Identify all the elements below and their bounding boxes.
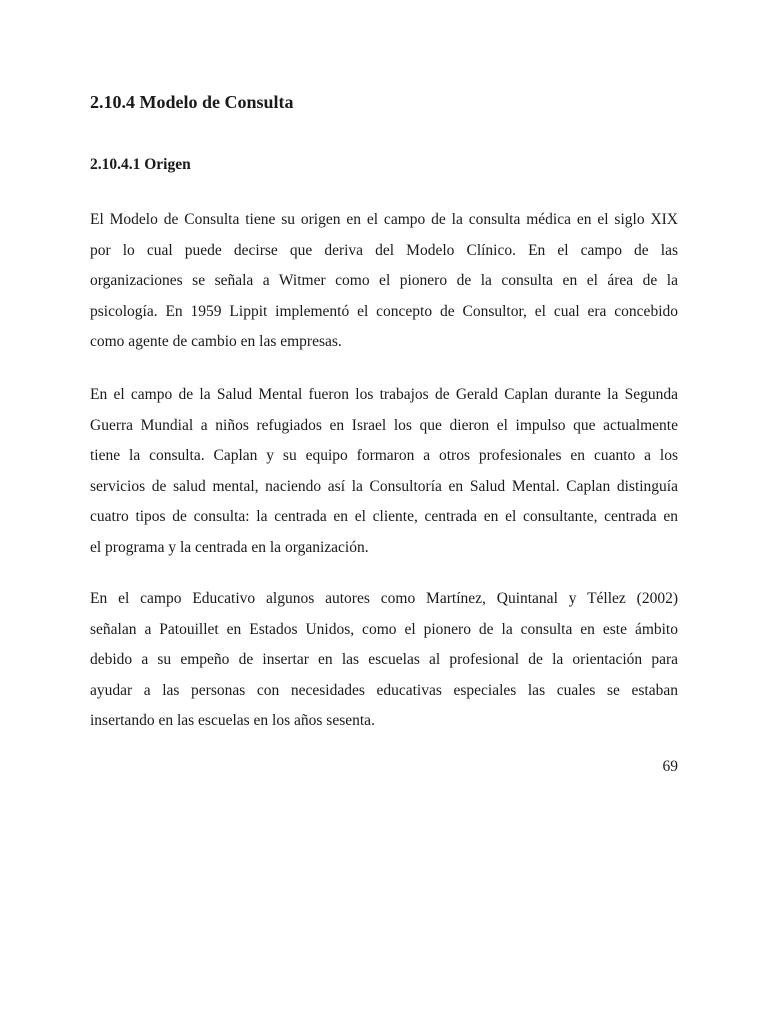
paragraph-mental-health (90, 380, 678, 563)
paragraph-line: psicología. En 1959 Lippit implementó el concepto de Consultor, el cual era concebido (90, 302, 678, 320)
paragraph-line: cuatro tipos de consulta: la centrada en el cliente, centrada en el consultante, centrada en (90, 508, 678, 525)
section-heading: 2.10.4 Modelo de Consulta (90, 92, 294, 112)
paragraph-line: señalan a Patouillet en Estados Unidos, como el pionero de la consulta en este ámbito (90, 620, 678, 638)
paragraph-educational (90, 584, 678, 737)
paragraph-line: El Modelo de Consulta tiene su origen en el campo de la consulta médica en el siglo XIX (90, 211, 678, 228)
paragraph-line: En el campo Educativo algunos autores como Martínez, Quintanal y Téllez (2002) (90, 590, 678, 607)
paragraph-line: insertando en las escuelas en los años sesenta. (90, 712, 375, 729)
subsection-heading: 2.10.4.1 Origen (90, 156, 191, 173)
paragraph-line: debido a su empeño de insertar en las escuelas al profesional de la orientación para (90, 651, 678, 668)
document-page (90, 0, 678, 1024)
paragraph-line: por lo cual puede decirse que deriva del Modelo Clínico. En el campo de las (90, 241, 678, 259)
page-number: 69 (662, 758, 678, 775)
paragraph-line: el programa y la centrada en la organización. (90, 538, 369, 556)
paragraph-line: servicios de salud mental, naciendo así la Consultoría en Salud Mental. Caplan distinguía (90, 477, 678, 495)
paragraph-line: tiene la consulta. Caplan y su equipo formaron a otros profesionales en cuanto a los (90, 447, 678, 464)
paragraph-line: Guerra Mundial a niños refugiados en Israel los que dieron el impulso que actualmente (90, 416, 678, 434)
paragraph-origin-medical (90, 205, 678, 358)
paragraph-line: ayudar a las personas con necesidades educativas especiales las cuales se estaban (90, 681, 678, 699)
paragraph-line: organizaciones se señala a Witmer como el pionero de la consulta en el área de la (90, 272, 678, 289)
paragraph-line: En el campo de la Salud Mental fueron los trabajos de Gerald Caplan durante la Segunda (90, 386, 678, 403)
paragraph-line: como agente de cambio en las empresas. (90, 333, 342, 350)
